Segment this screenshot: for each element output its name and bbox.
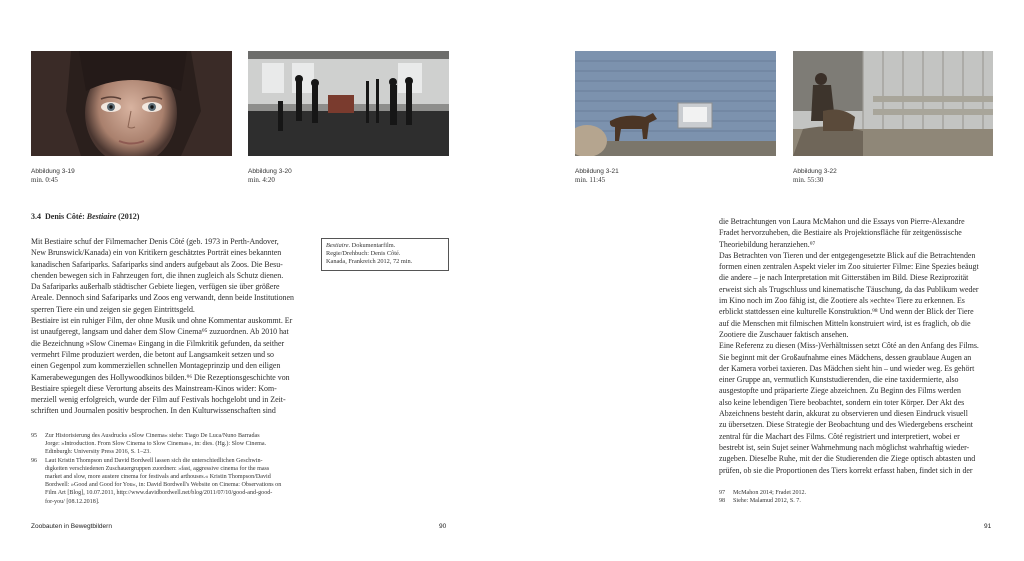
text-line: bestrebt ist, sein Sujet seiner Wahrnehmung nach möglichst wahrhaftig wieder- [719, 442, 970, 452]
page-number-right: 91 [984, 523, 992, 530]
figure-3-22-time: min. 55:30 [793, 176, 824, 184]
figure-3-21-label: Abbildung 3-21 [575, 168, 619, 175]
film-info-box: Bestiaire. Dokumentarfilm. Regie/Drehbuch: Denis Côté. Kanada, Frankreich 2012, 72 min. [321, 238, 449, 271]
text-line: Das Betrachten von Tieren und der entgegengesetzte Blick auf die Betrachtenden [719, 250, 976, 260]
text-line: Bestiaire ist ein ruhiger Film, der ohne Musik und ohne Kommentar auskommt. Er [31, 316, 293, 326]
text-line: zugeben. Dieselbe Ruhe, mit der die Studierenden die Ziege optisch abtasten und [719, 454, 976, 464]
figure-3-21-time: min. 11:45 [575, 176, 606, 184]
text-line: die andere – je nach Interpretation mit Gitterstäben im Bild. Diese Reziprozität [719, 273, 969, 283]
left-footnotes [31, 432, 307, 506]
text-line: Mit Bestiaire schuf der Filmemacher Denis Côté (geb. 1973 in Perth-Andover, [31, 237, 279, 246]
text-line: Bestiaire spiegelt diese Verortung abseits des Mainstream-Kinos wider: Kom- [31, 383, 277, 393]
text-line: ist unaufgeregt, langsam und daher dem Slow Cinema⁹⁵ zuzuordnen. Ab 2010 hat [31, 327, 289, 337]
text-line: merziell wenig erfolgreich, wurde der Film auf Festivals hochgelobt und in Zeit- [31, 395, 286, 405]
footnote-95: 95 Zur Historisierung des Ausdrucks »Slow Cinema« siehe: Tiago De Luca/Nuno Barradas Jorge: »Introduction. From Slow Cinema to Slow Cinemas«, in: dies. (Hg.): Slow Cinema. Edinburgh: University Press 2016, S. 1–23. [31, 433, 267, 456]
left-body-text [31, 236, 307, 417]
text-line: der Kamera vorbei taxieren. Das Mädchen sieht hin – und wieder weg. Es gehört [719, 363, 975, 373]
text-line: sperren Tiere ein und zeigen sie gegen Eintrittsgeld. [31, 304, 195, 314]
figure-3-20-image [248, 51, 449, 156]
right-body-text [719, 216, 993, 476]
figure-3-22-label: Abbildung 3-22 [793, 168, 837, 175]
text-line: Sie beginnt mit der Großaufnahme eines Mädchens, dessen graublaue Augen an [719, 352, 972, 362]
text-line: formen einen zentralen Aspekt vieler im Zoo situierter Filme: Eine Spezies beäugt [719, 262, 979, 272]
footnote-98: 98 Siehe: Malamud 2012, S. 7. [719, 498, 801, 505]
page-number-left: 90 [439, 523, 447, 530]
text-line: kanadischen Safariparks. Safariparks sind anders aufgebaut als Zoos. Die Besu- [31, 259, 283, 269]
info-film-title: Bestiaire [326, 242, 349, 249]
text-line: ausgestopfte und präparierte Ziege abzeichnen. Zu Beginn des Films werden [719, 386, 961, 396]
right-footnotes [719, 489, 993, 505]
text-line: Areale. Dennoch sind Safariparks und Zoos eng verwandt, denn beide Institutionen [31, 293, 294, 303]
text-line: Eine Referenz zu diesen (Miss-)Verhältnissen setzt Côté an den Anfang des Films. [719, 341, 979, 351]
text-line: die Bezeichnung »Slow Cinema« Eingang in die Filmkritik gefunden, da seither [31, 338, 285, 348]
text-line: prüfen, ob sie die Proportionen des Tiers korrekt erfasst haben, findet sich in der [719, 465, 973, 475]
text-line: Zootiere die Zuschauer faktisch ansehen. [719, 329, 849, 339]
figure-3-20-time: min. 4:20 [248, 176, 275, 184]
figure-3-22-image [793, 51, 993, 156]
text-line: Abzeichnens besteht darin, akkurat zu observieren und diesen Eindruck visuell [719, 409, 968, 419]
section-heading: 3.4 Denis Côté: Bestiaire (2012) [31, 212, 140, 221]
text-line: Fradet hervorzuheben, die Bestiaire als Projektionsfläche für zeitgenössische [719, 228, 962, 238]
text-line: einer Gruppe an, vermutlich Kunststudierenden, die eine taxidermierte, also [719, 375, 959, 385]
figure-3-19-time: min. 0:45 [31, 176, 58, 184]
text-line: einen Gegenpol zum kommerziellen schnellen Montageprinzip und den eiligen [31, 361, 281, 371]
figure-3-19-label: Abbildung 3-19 [31, 168, 75, 175]
running-footer-title: Zoobauten in Bewegtbildern [31, 523, 112, 530]
figure-3-20-label: Abbildung 3-20 [248, 168, 292, 175]
text-line: Kamerabewegungen des Hollywoodkinos bilden.⁹⁶ Die Rezeptionsgeschichte von [31, 372, 290, 382]
figure-3-21-image [575, 51, 776, 156]
text-line: chenden bewegen sich in Fahrzeugen fort, die ihnen zugleich als Schutz dienen. [31, 270, 284, 280]
text-line: erweist sich als Trugschluss und kinematische Täuschung, da das Publikum weder [719, 284, 979, 294]
text-line: Theoriebildung heranziehen.⁹⁷ [719, 239, 816, 249]
footnote-96: 96 Laut Kristin Thompson und David Bordwell lassen sich die unterschiedlichen Geschwin- digkeiten verschiedenen Zuschauergruppen zuordnen: »fast, aggressive cinema for the mass market and slow, more austere cinema for festivals and arthouses.« Kristin Thompson/David Bordwell: »Good and Good for You«, in: David Bordwell's Website on Cinema: Observations on Film Art [Blog], 10.07.2011, http://www.davidbordwell.net/blog/2011/07/10/good-and-good- for-you/ [08.12.2018]. [31, 457, 282, 505]
figure-3-19-image [31, 51, 232, 156]
text-line: vermehrt Filme produziert werden, die betont auf Langsamkeit setzen und so [31, 349, 274, 359]
text-line: zu übersetzen. Diese Strategie der Beobachtung und des Wiedergebens erscheint [719, 420, 973, 430]
text-line: New Brunswick/Kanada) ein von Kritikern geschätztes Porträt eines bekannten [31, 248, 282, 258]
text-line: im Kino noch im Zoo fähig ist, die Zootiere als »echte« Tiere zu erkennen. Es [719, 296, 965, 306]
text-line: schriften und Journalen positiv besprochen. In den Kulturwissenschaften sind [31, 406, 276, 416]
info-line: Regie/Drehbuch: Denis Côté. [326, 250, 401, 258]
text-line: zentral für die Machart des Films. Côté registriert und interpretiert, wobei er [719, 431, 960, 441]
text-line: erblickt stattdessen eine kulturelle Konstruktion.⁹⁸ Und wenn der Blick der Tiere [719, 307, 974, 317]
text-line: die Betrachtungen von Laura McMahon und die Essays von Pierre-Alexandre [719, 217, 965, 226]
text-line: also keine lebendigen Tiere beobachtet, sondern ein toter Körper. Der Akt des [719, 397, 965, 407]
text-line: Da Safariparks außerhalb städtischer Gebiete liegen, verfügen sie über größere [31, 282, 280, 292]
info-line: Kanada, Frankreich 2012, 72 min. [326, 258, 413, 266]
text-line: auf die Menschen mit filmischen Mitteln konstruiert wird, ist es fraglich, ob die [719, 318, 971, 328]
footnote-97: 97 McMahon 2014; Fradet 2012. [719, 490, 807, 496]
